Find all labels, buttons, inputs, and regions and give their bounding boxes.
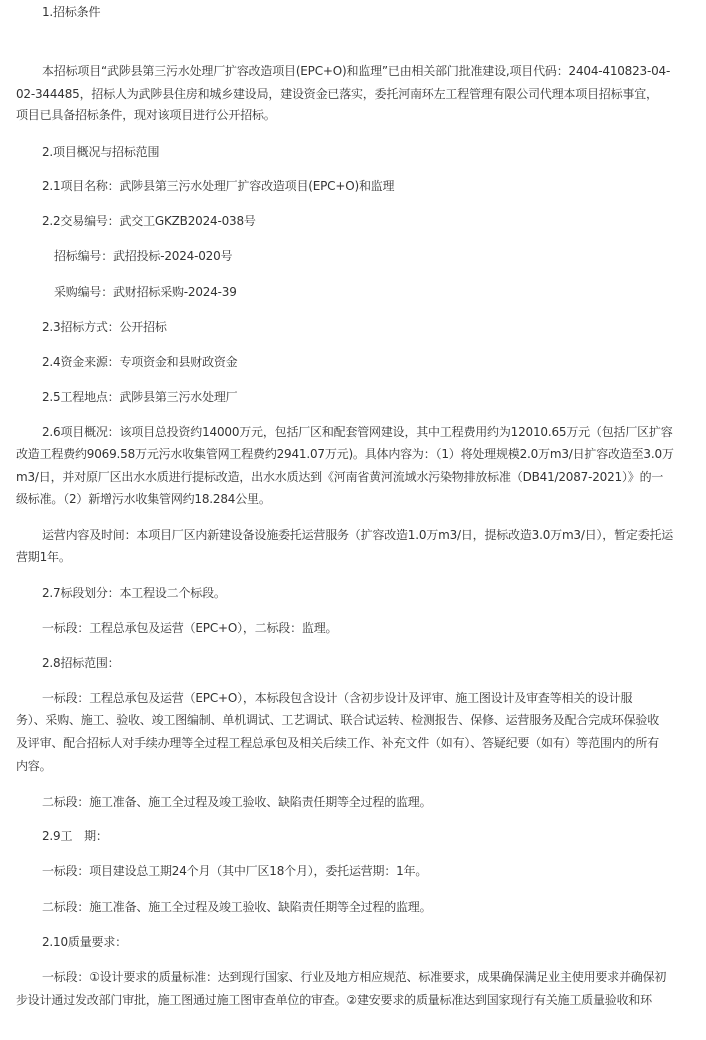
purchase-number: 采购编号：武财招标采购-2024-39 [54, 285, 237, 299]
construction-period-lot-2: 二标段：施工准备、施工全过程及竣工验收、缺陷责任期等全过程的监理。 [42, 900, 432, 914]
bidding-method: 2.3招标方式：公开招标 [42, 320, 167, 334]
bidding-scope-line-1: 一标段：工程总承包及运营（EPC+O），本标段包含设计（含初步设计及评审、施工图设计及审查等相关的设计服 [42, 691, 633, 705]
lot-division-detail: 一标段：工程总承包及运营（EPC+O），二标段：监理。 [42, 621, 338, 635]
project-overview-line-2: 改造工程费约9069.58万元污水收集管网工程费约2941.07万元)。具体内容为：（1）将处理规模2.0万m3/日扩容改造至3.0万 [16, 447, 674, 461]
construction-period-heading: 2.9工 期： [42, 829, 108, 843]
quality-requirements-heading: 2.10质量要求： [42, 935, 127, 949]
operation-content-line-2: 营期1年。 [16, 550, 71, 564]
transaction-number: 2.2交易编号：武交工GKZB2024-038号 [42, 214, 256, 228]
project-overview-line-4: 级标准。（2）新增污水收集管网约18.284公里。 [16, 492, 271, 506]
bidding-scope-heading: 2.8招标范围： [42, 656, 120, 670]
bidding-scope-lot-2: 二标段：施工准备、施工全过程及竣工验收、缺陷责任期等全过程的监理。 [42, 795, 432, 809]
section-1-text-line-1: 本招标项目“武陟县第三污水处理厂扩容改造项目(EPC+O)和监理”已由相关部门批准建设,项目代码：2404-410823-04- [42, 64, 671, 78]
quality-requirements-line-2: 步设计通过发改部门审批，施工图通过施工图审查单位的审查。②建安要求的质量标准达到国家现行有关施工质量验收和环 [16, 993, 652, 1007]
construction-period-lot-1: 一标段：项目建设总工期24个月（其中厂区18个月），委托运营期：1年。 [42, 864, 428, 878]
project-location: 2.5工程地点：武陟县第三污水处理厂 [42, 390, 238, 404]
project-overview-line-3: m3/日，并对原厂区出水水质进行提标改造，出水水质达到《河南省黄河流域水污染物排放标准（DB41/2087-2021）》的一 [16, 470, 664, 484]
quality-requirements-line-1: 一标段：①设计要求的质量标准：达到现行国家、行业及地方相应规范、标准要求，成果确保满足业主使用要求并确保初 [42, 970, 667, 984]
lot-division: 2.7标段划分：本工程设二个标段。 [42, 586, 226, 600]
bidding-scope-line-3: 及评审、配合招标人对手续办理等全过程工程总承包及相关后续工作、补充文件（如有）、答疑纪要（如有）等范围内的所有 [16, 736, 660, 750]
section-1-text-line-3: 项目已具备招标条件，现对该项目进行公开招标。 [16, 108, 276, 122]
bidding-scope-line-2: 务）、采购、施工、验收、竣工图编制、单机调试、工艺调试、联合试运转、检测报告、保修、运营服务及配合完成环保验收 [16, 713, 660, 727]
fund-source: 2.4资金来源：专项资金和县财政资金 [42, 355, 238, 369]
project-name: 2.1项目名称：武陟县第三污水处理厂扩容改造项目(EPC+O)和监理 [42, 179, 395, 193]
operation-content-line-1: 运营内容及时间：本项目厂区内新建设备设施委托运营服务（扩容改造1.0万m3/日，提标改造3.0万m3/日），暂定委托运 [42, 528, 674, 542]
section-2-heading: 2.项目概况与招标范围 [42, 145, 160, 159]
bidding-scope-line-4: 内容。 [16, 759, 52, 773]
section-1-heading: 1.招标条件 [42, 5, 101, 19]
bid-number: 招标编号：武招投标-2024-020号 [54, 249, 233, 263]
project-overview-line-1: 2.6项目概况：该项目总投资约14000万元，包括厂区和配套管网建设，其中工程费用约为12010.65万元（包括厂区扩容 [42, 425, 673, 439]
section-1-text-line-2: 02-344485，招标人为武陟县住房和城乡建设局，建设资金已落实，委托河南环左工程管理有限公司代理本项目招标事宜， [16, 87, 658, 101]
